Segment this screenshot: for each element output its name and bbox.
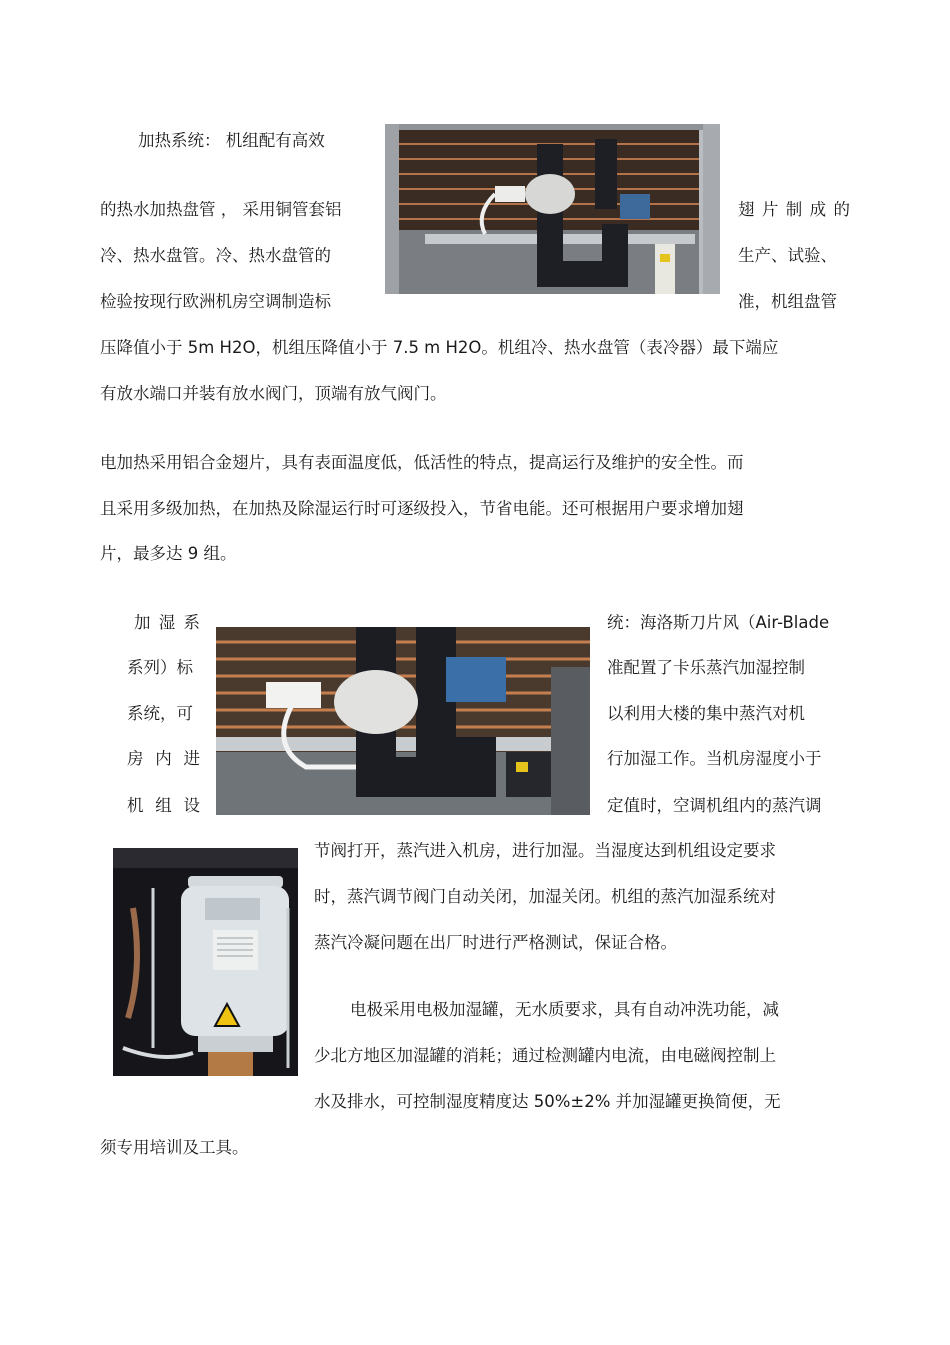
humidify-right-2: 准配置了卡乐蒸汽加湿控制 [607,658,805,677]
humidify-right-5: 定值时，空调机组内的蒸汽调 [607,796,822,815]
humidifier-canister-photo [113,848,298,1076]
electric-heating-line-1: 电加热采用铝合金翅片，具有表面温度低，低活性的特点，提高运行及维护的安全性。而 [100,453,744,472]
humidify-left-4: 房 内 进 [127,749,200,768]
heating-line-6: 有放水端口并装有放水阀门，顶端有放气阀门。 [100,384,447,403]
humidify-right-4: 行加湿工作。当机房湿度小于 [607,749,822,768]
heating-line-5: 压降值小于 5m H2O，机组压降值小于 7.5 m H2O。机组冷、热水盘管（表冷器）最下端应 [100,338,779,357]
electric-heating-line-3: 片，最多达 9 组。 [100,544,237,563]
humidify-right-3: 以利用大楼的集中蒸汽对机 [607,704,805,723]
heating-line-2a: 的热水加热盘管 ， 采用铜管套铝 [100,200,342,219]
heating-line-3b: 生产、试验、 [738,246,837,265]
heating-line-2b: 翅 片 制 成 的 [738,200,850,219]
heating-line-1: 加热系统： 机组配有高效 [138,131,325,150]
humidify-left-3: 系统，可 [127,704,193,723]
humidify-right-1: 统：海洛斯刀片风（Air-Blade [607,613,830,632]
electrode-line-3: 水及排水，可控制湿度精度达 50%±2% 并加湿罐更换简便，无 [314,1092,781,1111]
heating-line-3a: 冷、热水盘管。冷、热水盘管的 [100,246,331,265]
electrode-line-4: 须专用培训及工具。 [100,1138,249,1157]
electrode-line-1: 电极采用电极加湿罐，无水质要求，具有自动冲洗功能，减 [350,1000,779,1019]
heating-coil-photo [385,124,720,294]
humidify-left-2: 系列）标 [127,658,193,677]
heating-line-4a: 检验按现行欧洲机房空调制造标 [100,292,331,311]
humidify-line-8: 蒸汽冷凝问题在出厂时进行严格测试，保证合格。 [314,933,677,952]
heating-line-4b: 准，机组盘管 [738,292,837,311]
humidify-left-5: 机 组 设 [127,796,200,815]
humidify-line-7: 时，蒸汽调节阀门自动关闭，加湿关闭。机组的蒸汽加湿系统对 [314,887,776,906]
humidify-left-1: 加 湿 系 [134,613,200,632]
humidify-line-6: 节阀打开，蒸汽进入机房，进行加湿。当湿度达到机组设定要求 [314,841,776,860]
steam-valve-photo [216,627,590,815]
electric-heating-line-2: 且采用多级加热，在加热及除湿运行时可逐级投入，节省电能。还可根据用户要求增加翅 [100,499,744,518]
electrode-line-2: 少北方地区加湿罐的消耗；通过检测罐内电流，由电磁阀控制上 [314,1046,776,1065]
